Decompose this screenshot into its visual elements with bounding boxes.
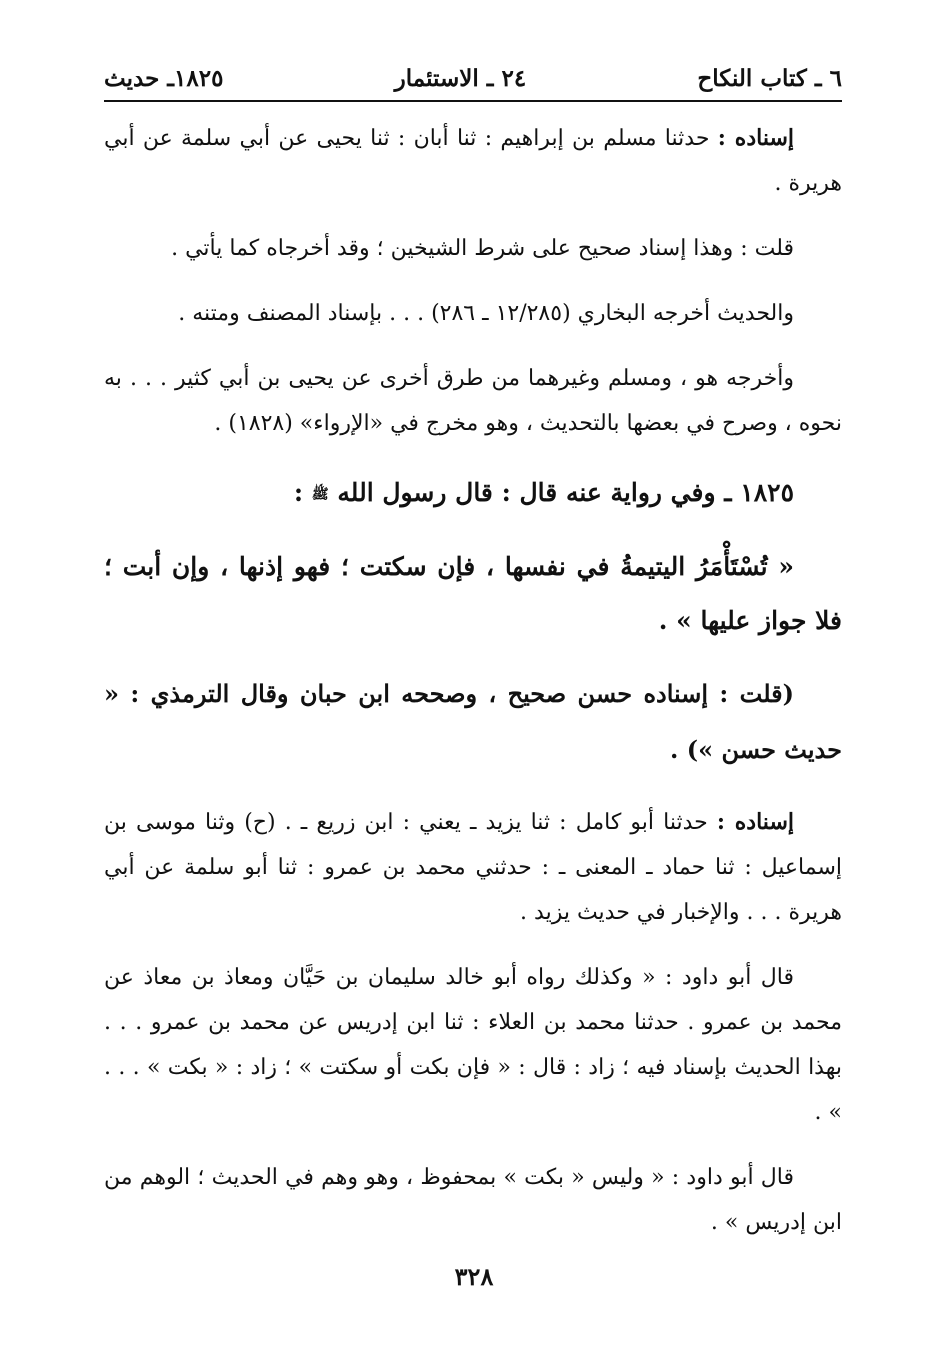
page-number: ٣٢٨ — [454, 1262, 494, 1291]
hadith-heading-text: ١٨٢٥ ـ وفي رواية عنه قال : قال رسول الله — [337, 478, 794, 507]
comment-paragraph: قلت : وهذا إسناد صحيح على شرط الشيخين ؛ وقد أخرجاه كما يأتي . — [171, 236, 794, 261]
running-header — [104, 58, 842, 98]
header-divider — [104, 100, 842, 102]
page-body — [104, 116, 842, 1265]
hadith-heading-end: : — [293, 478, 312, 507]
grading-note: (قلت : إسناده حسن صحيح ، وصححه ابن حبان وقال الترمذي : « حديث حسن ») . — [104, 678, 842, 764]
isnad-label-2: إسناده : — [716, 808, 794, 835]
abu-dawud-paragraph: قال أبو داود : « وكذلك رواه أبو خالد سليمان بن حَيَّان ومعاذ بن معاذ عن محمد بن عمرو . حدثنا محمد بن العلاء : ثنا ابن إدريس عن محمد بن عمرو . . . بهذا الحديث بإسناد فيه ؛ زاد : قال : « فإن بكت أو سكتت » ؛ زاد : « بكت » . . . » . — [104, 964, 842, 1125]
header-hadith-number: ١٨٢٥ـ حديث — [104, 64, 224, 92]
hadith-heading — [104, 466, 842, 522]
abu-dawud-paragraph-2: قال أبو داود : « وليس « بكت » بمحفوظ ، وهو وهم في الحديث ؛ الوهم من ابن إدريس » . — [104, 1164, 842, 1235]
header-book-title: ٦ ـ كتاب النكاح — [697, 64, 842, 92]
takhrij-paragraph-2: وأخرجه هو ، ومسلم وغيرهما من طرق أخرى عن يحيى بن أبي كثير . . . به نحوه ، وصرح في بعضها بالتحديث ، وهو مخرج في «الإرواء» (١٨٢٨) . — [104, 366, 842, 436]
header-chapter-title: ٢٤ ـ الاستئمار — [394, 64, 527, 92]
isnad-text-2: حدثنا أبو كامل : ثنا يزيد ـ يعني : ابن زريع ـ . (ح) وثنا موسى بن إسماعيل : ثنا حماد ـ المعنى ـ : حدثني محمد بن عمرو : ثنا أبو سلمة عن أبي هريرة . . . والإخبار في حديث يزيد . — [104, 809, 842, 925]
isnad-paragraph — [104, 116, 842, 206]
hadith-text: « تُسْتَأْمَرُ اليتيمةُ في نفسها ، فإن سكتت ؛ فهو إذنها ، وإن أبت ؛ فلا جواز عليها » . — [104, 551, 842, 635]
salawat-glyph: ﷺ — [311, 486, 329, 503]
isnad-paragraph-2 — [104, 800, 842, 935]
isnad-label: إسناده : — [717, 125, 794, 151]
takhrij-paragraph: والحديث أخرجه البخاري (١٢/٢٨٥ ـ ٢٨٦) . . . بإسناد المصنف ومتنه . — [178, 301, 794, 326]
isnad-text: حدثنا مسلم بن إبراهيم : ثنا أبان : ثنا يحيى عن أبي سلمة عن أبي هريرة . — [104, 126, 842, 196]
